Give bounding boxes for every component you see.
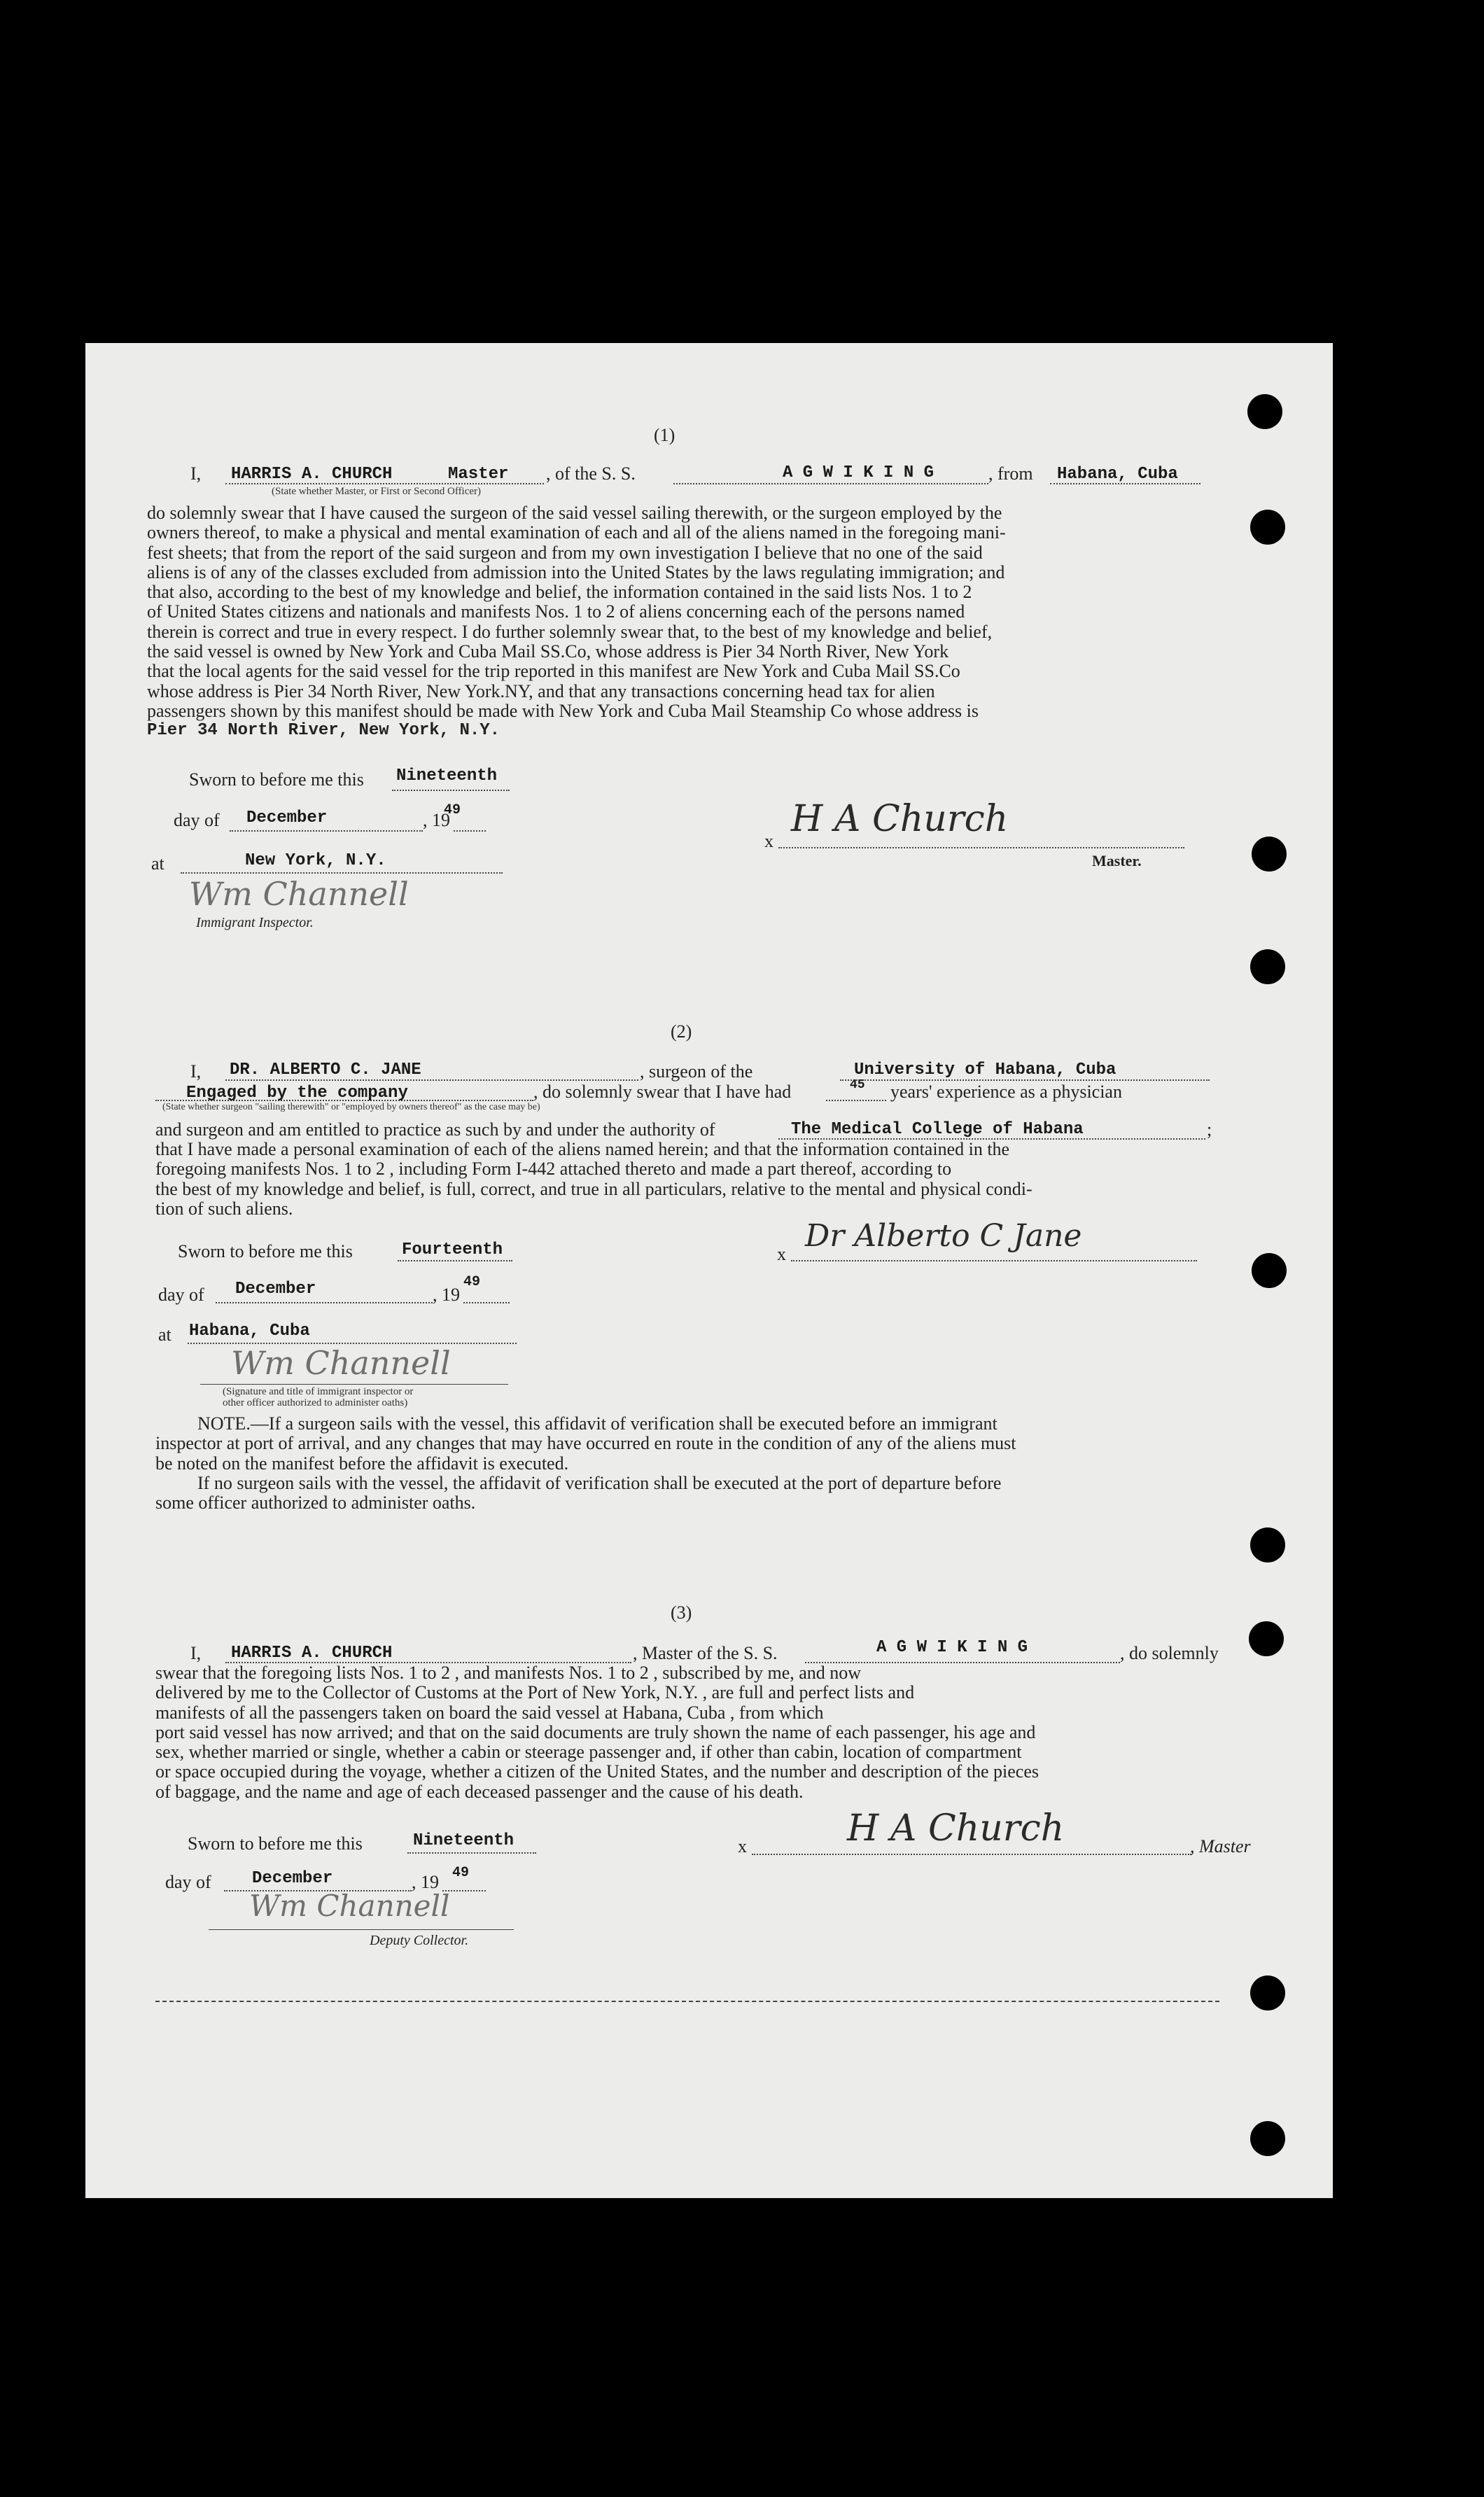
ship-name: A G W I K I N G bbox=[876, 1638, 1028, 1657]
label: day of bbox=[174, 810, 220, 830]
label: , do solemnly swear that I have had bbox=[533, 1082, 792, 1102]
master-name: HARRIS A. CHURCH bbox=[231, 465, 393, 484]
fill-line bbox=[673, 483, 988, 484]
punch-hole bbox=[1252, 1253, 1287, 1288]
officer-note: (Signature and title of immigrant inspector or bbox=[223, 1386, 414, 1397]
section-number: (3) bbox=[671, 1602, 692, 1623]
section-number: (2) bbox=[671, 1021, 692, 1042]
fill-line bbox=[181, 872, 503, 874]
fill-line bbox=[826, 1100, 886, 1101]
sworn-month: December bbox=[246, 809, 328, 827]
officer-signature: Wm Channell bbox=[231, 1344, 451, 1382]
affidavit-body: that I have made a personal examination of each of the aliens named herein; and that the information contained in the foregoing manifests Nos. 1 to 2 , including Form I-442 attached thereto and made a part thereof, according to the best of my knowledge and belief, is full, correct, and true in all particulars, relative to the mental and physical condi- tion of such aliens. bbox=[155, 1139, 1032, 1219]
punch-hole bbox=[1250, 510, 1285, 545]
rank: Master bbox=[448, 465, 509, 484]
collector-title: Deputy Collector. bbox=[370, 1933, 469, 1948]
sworn-place: New York, N.Y. bbox=[245, 851, 386, 870]
label: , do solemnly bbox=[1120, 1643, 1219, 1663]
section-number: (1) bbox=[654, 425, 676, 445]
sworn-year: 49 bbox=[444, 802, 461, 818]
affidavit-body: swear that the foregoing lists Nos. 1 to 2 , and manifests Nos. 1 to 2 , subscribed by me, and now delivered by me to the Collector of Customs at the Port of New York, N.Y. , are full and perfect lists and manifests of all the passengers taken on board the said vessel at Habana, Cuba , from which port said vessel has now arrived; and that on the said documents are truly shown the name of each passenger, his age and sex, whether married or single, whether a cabin or steerage passenger and, if other than cabin, location of compartment or space occupied during the voyage, whether a citizen of the United States, and the number and description of the pieces of baggage, and the name and age of each deceased passenger and the cause of his death. bbox=[155, 1663, 1040, 1802]
bottom-rule bbox=[155, 2001, 1219, 2002]
label: I, bbox=[190, 463, 202, 484]
sworn-month: December bbox=[235, 1280, 316, 1299]
fill-line bbox=[463, 1302, 510, 1303]
affidavit-body: do solemnly swear that I have caused the surgeon of the said vessel sailing therewith, or the surgeon employed by the owners thereof, to make a physical and mental examination of each and all of the aliens named in the foregoing mani- fest sheets; that from the report of the said surgeon and from my own investigation I believe that no one of the said aliens is of any of the classes excluded from admission into the United States by the laws regulating immigration; and that also, according to the best of my knowledge and belief, the information contained in the said lists Nos. 1 to 2 of United States citizens and nationals and manifests Nos. 1 to 2 of aliens concerning each of the persons named therein is correct and true in every respect. I do further solemnly swear that, to the best of my knowledge and belief, the said vessel is owned by New York and Cuba Mail SS.Co, whose address is Pier 34 North River, New York that the local agents for the said vessel for the trip reported in this manifest are New York and Cuba Mail SS.Co whose address is Pier 34 North River, New York.NY, and that any transactions concerning head tax for alien passengers shown by this manifest should be made with New York and Cuba Mail Steamship Co whose address is Pier 34 North River, New York, N.Y. bbox=[147, 503, 1006, 741]
punch-hole bbox=[1252, 837, 1287, 872]
signature-line bbox=[209, 1929, 514, 1930]
signature-line bbox=[791, 1260, 1197, 1261]
master-signature: H A Church bbox=[847, 1807, 1065, 1849]
sworn-year: 49 bbox=[463, 1274, 481, 1290]
label: , 19 bbox=[423, 810, 450, 830]
ship-name: A G W I K I N G bbox=[783, 463, 934, 482]
punch-hole bbox=[1250, 949, 1285, 984]
note: NOTE.—If a surgeon sails with the vessel, this affidavit of verification shall be executed before an immigrant inspector at port of arrival, and any changes that may have occurred en route in the condition of any of the aliens must be noted on the manifest before the affidavit is executed. If no surgeon sails with the vessel, the affidavit of verification shall be executed at the port of departure before some officer authorized to administer oaths. bbox=[155, 1413, 1016, 1513]
label: at bbox=[151, 853, 164, 874]
label: day of bbox=[165, 1872, 211, 1892]
fill-line bbox=[840, 1079, 1210, 1081]
state-note: (State whether Master, or First or Second Officer) bbox=[272, 486, 482, 497]
collector-signature: Wm Channell bbox=[249, 1889, 450, 1923]
surgeon-signature: Dr Alberto C Jane bbox=[805, 1218, 1082, 1254]
master-signature: H A Church bbox=[791, 798, 1009, 840]
punch-hole bbox=[1250, 2121, 1285, 2156]
fill-line bbox=[230, 830, 423, 832]
signature-line bbox=[778, 847, 1184, 848]
fill-line bbox=[407, 1852, 536, 1854]
label: day of bbox=[158, 1285, 204, 1305]
punch-hole bbox=[1247, 394, 1282, 429]
label: , 19 bbox=[433, 1285, 460, 1305]
officer-note: other officer authorized to administer oaths) bbox=[223, 1397, 408, 1408]
signature-line bbox=[200, 1384, 508, 1385]
punch-hole bbox=[1250, 1527, 1285, 1562]
master-label: , Master bbox=[1190, 1836, 1251, 1856]
sworn-day: Nineteenth bbox=[396, 767, 498, 785]
inspector-title: Immigrant Inspector. bbox=[196, 915, 314, 930]
label: Sworn to before me this bbox=[178, 1241, 353, 1261]
sworn-month: December bbox=[252, 1869, 333, 1888]
surgeon-organization: University of Habana, Cuba bbox=[854, 1061, 1116, 1079]
label: , of the S. S. bbox=[546, 463, 636, 484]
punch-hole bbox=[1250, 1975, 1285, 2010]
fill-line bbox=[398, 1260, 512, 1261]
fill-line bbox=[454, 830, 486, 832]
inspector-signature: Wm Channell bbox=[189, 875, 409, 913]
state-note: (State whether surgeon "sailing therewith" or "employed by owners thereof" as the case may be) bbox=[162, 1102, 540, 1112]
label: x bbox=[777, 1244, 786, 1264]
label: and surgeon and am entitled to practice as such by and under the authority of bbox=[155, 1119, 715, 1140]
label: years' experience as a physician bbox=[890, 1082, 1122, 1102]
sworn-day: Nineteenth bbox=[413, 1831, 514, 1850]
label: x bbox=[738, 1836, 747, 1856]
fill-line bbox=[392, 790, 510, 791]
label: Sworn to before me this bbox=[189, 769, 364, 790]
master-name: HARRIS A. CHURCH bbox=[231, 1644, 393, 1663]
master-label: Master. bbox=[1092, 852, 1142, 869]
label: at bbox=[158, 1324, 172, 1345]
sworn-year: 49 bbox=[452, 1865, 470, 1881]
label: , surgeon of the bbox=[640, 1061, 753, 1082]
label: ; bbox=[1207, 1119, 1212, 1140]
label: , from bbox=[988, 463, 1033, 484]
departure-port: Habana, Cuba bbox=[1057, 465, 1178, 484]
label: , Master of the S. S. bbox=[633, 1643, 778, 1663]
surgeon-name: DR. ALBERTO C. JANE bbox=[230, 1061, 421, 1079]
label: I, bbox=[190, 1061, 202, 1082]
years-experience: 45 bbox=[850, 1078, 865, 1092]
authority: The Medical College of Habana bbox=[791, 1120, 1084, 1139]
surgeon-engagement: Engaged by the company bbox=[186, 1084, 408, 1103]
label: Sworn to before me this bbox=[188, 1833, 363, 1854]
label: , 19 bbox=[412, 1872, 439, 1892]
fill-line bbox=[216, 1302, 433, 1303]
fill-line bbox=[225, 1079, 638, 1081]
punch-hole bbox=[1249, 1621, 1284, 1656]
signature-line bbox=[752, 1854, 1191, 1855]
label: x bbox=[764, 831, 774, 851]
sworn-day: Fourteenth bbox=[402, 1240, 503, 1259]
label: I, bbox=[190, 1643, 202, 1663]
sworn-place: Habana, Cuba bbox=[189, 1322, 310, 1341]
